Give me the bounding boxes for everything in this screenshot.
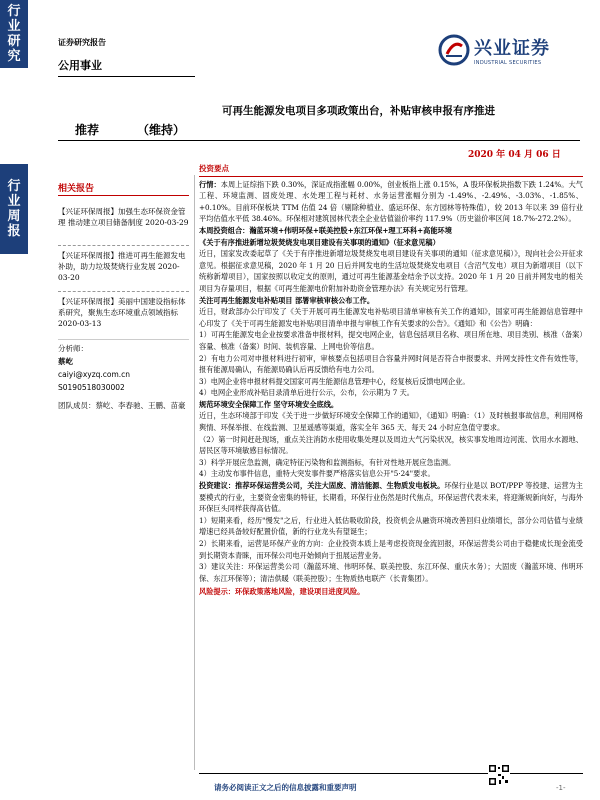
divider [58, 291, 189, 292]
analyst-email[interactable]: caiyi@xyzq.com.cn [58, 370, 131, 379]
advice-paragraph [199, 480, 583, 515]
rating [75, 121, 185, 138]
subsidy-item: 4）电网企业形成补贴目录清单后进行公示，公布，公示期为 7 天。 [199, 388, 414, 398]
band-char: 研 [7, 34, 21, 49]
paragraph-text: 环保行业是以 BOT/PPP 等投建、运营为主要模式的行业，主要资金密集的特征，长期看，环保行业伤然是时代焦点，环保运营代表未来，将迎渐规新向好，与海外环保巨头同样获得高估值。 [199, 481, 583, 514]
band-char: 业 [7, 194, 21, 209]
divider [58, 76, 195, 77]
related-report-link[interactable]: 【兴证环保周报】美丽中国建设指标体系研究，聚焦生态环境重点领域指标 2020-03-13 [58, 297, 186, 328]
summary-heading: 投资要点 [199, 164, 229, 173]
sidebar-band-top [0, 0, 28, 68]
risk-warning: 风险提示：环保政策落地风险，建设项目进度风险。 [199, 587, 365, 597]
analyst-name: 蔡屹 [58, 357, 73, 366]
subsidy-item: 3）电网企业将申报材料提交国家可再生能源信息管理中心，经复核后反馈电网企业。 [199, 376, 470, 386]
qr-code-icon [488, 764, 510, 786]
safety-heading: 规范环境安全保障工作 坚守环境安全底线。 [199, 399, 339, 409]
subsidy-heading: 关注可再生能源发电补贴项目 部署审核审核公布工作。 [199, 295, 375, 305]
safety-item: 3）科学开展应急监测，确定特征污染物和监测指标，有针对性地开展应急监测。 [199, 457, 456, 467]
paragraph-head: 投资建议：推荐环保运营类公司，关注大固废、清洁能源、生物质发电板块。 [199, 481, 445, 491]
report-title: 可再生能源发电项目多项政策出台，补贴审核申报有序推进 [222, 105, 495, 117]
report-date: 2020 年 04 月 06 日 [468, 150, 561, 160]
rating-keep: （维持） [137, 123, 186, 137]
paragraph-text: 本周上证综指下跌 0.30%，深证成指涨幅 0.00%，创业板指上涨 0.15%，A 股环保板块指数下跌 1.24%。大气工程、环境监测、固废处理、水处理工程与耗材、水务运营涨幅分别为 -1.49%、-2.49%、-3.03%、-1.85%、+0.10%。目前环保板块 TTM 估值 24 倍（剔除种植业、盛运环保、东方园林等特殊值），较 2013 年以来 39 倍行业平均估值水平低 38.46%。环保相对建筑园林代表全企业估值溢价率约 117.9%（历史溢价率区间 18.7%-272.2%）。 [199, 179, 583, 224]
analyst-cert: S0190518030002 [58, 383, 125, 392]
footer-disclaimer: 请务必阅读正文之后的信息披露和重要声明 [214, 783, 357, 792]
summary-body [199, 163, 583, 598]
band-char: 业 [7, 19, 21, 34]
rating-label: 推荐 [75, 123, 100, 137]
divider [194, 175, 195, 770]
band-char: 行 [7, 4, 21, 19]
doc-type-label: 证券研究报告 [58, 38, 106, 47]
analyst-block [58, 342, 190, 412]
advice-item: 1）短期来看，经历"慢发"之后，行业进入低估吸收阶段，投资机会从融资环境改善回归业绩增长，部分公司估值与业绩增速已经具备较好配置价值，新的行业龙头有望诞生； [199, 515, 583, 537]
safety-item: 4）主动发布事件信息，重特大突发事件要严格落实信息公开"5·24"要求。 [199, 469, 435, 479]
advice-item: 2）长期来看，运营是环保产业的方向：企业投资本质上是考虑投资现金流回报，环保运营类公司由于稳健成长现金流受到长期资本青睐，而环保公司电开始倾向于扭展运营业务。 [199, 539, 583, 560]
sidebar-band-mid [0, 164, 28, 254]
divider [58, 339, 189, 340]
divider [58, 140, 580, 141]
band-char: 究 [7, 49, 21, 64]
divider [199, 176, 583, 177]
divider [199, 773, 583, 774]
divider [58, 195, 189, 196]
related-reports-heading: 相关报告 [58, 184, 95, 194]
subsidy-paragraph: 近日，财政部办公厅印发了《关于开展可再生能源发电补贴项目清单审核有关工作的通知》，国家可再生能源信息管理中心印发了《关于可再生能源发电补贴项目清单申报与审核工作有关要求的公告》。《通知》和《公告》明确： [199, 307, 583, 328]
subsidy-item: 2）有电力公司对申报材料进行初审，审核要点包括项目合容量并网时间是否符合申报要求、并网支持性文件有效性等，报有能源局确认，有能源局确认后再反馈给有电力公司。 [199, 353, 583, 375]
policy-paragraph: 近日，国家发改委起草了《关于有序推进新增垃圾焚烧发电项目建设有关事项的通知（征求意见稿）》，现向社会公开征求意见。根据征求意见稿，2020 年 1 月 20 日后并网发电的生活垃圾焚烧发电项目（含沼气发电）项目为新增项目（以下统称新增项目），国家按照以收定支的原则，通过可再生能源基金结余予以支持。2020 年 1 月 20 日前并网发电的相关项目为存量项目，根据《可再生能源电价附加补助资金管理办法》有关规定另行管理。 [199, 249, 583, 293]
team-members: 团队成员：蔡屹、李春驰、王鹏、苗豪 [58, 401, 186, 410]
page-number: -1- [556, 784, 566, 792]
band-char: 报 [7, 224, 21, 239]
band-char: 行 [7, 179, 21, 194]
portfolio-heading: 本周投资组合：瀚蓝环境+伟明环保+联美控股+东江环保+理工环科+高能环境 [199, 225, 452, 235]
logo-icon [438, 34, 470, 66]
related-report-link[interactable]: 【兴证环保周报】加强生态环保资金管理 推动建立项目储备制度 2020-03-29 [58, 207, 189, 227]
paragraph-head: 行情： [199, 179, 221, 189]
divider [58, 245, 189, 246]
logo-en: INDUSTRIAL SECURITIES [474, 60, 542, 66]
policy-heading: 《关于有序推进新增垃圾焚烧发电项目建设有关事项的通知》（征求意见稿） [199, 237, 440, 247]
company-logo [438, 34, 550, 66]
advice-item: 3）建议关注：环保运营类公司（瀚蓝环境、伟明环保、联美控股、东江环保、重庆水务）；大固废（瀚蓝环境、伟明环保、东江环保等）；清洁供暖（联美控股）；生物质热电联产（长青集团）。 [199, 562, 583, 583]
band-char: 周 [7, 209, 21, 224]
market-paragraph [199, 179, 583, 225]
sector-label: 公用事业 [58, 59, 102, 72]
safety-item: （2）第一时间赶赴现场，重点关注消防水使用收集处理以及周边大气污染状况，核实事发地周边河流、饮用水水源地、居民区等环境敏感目标情况。 [199, 434, 583, 456]
logo-cn: 兴业证券 [474, 38, 550, 59]
analyst-label: 分析师： [58, 344, 88, 353]
safety-paragraph: 近日，生态环境部于印发《关于进一步做好环境安全保障工作的通知》，《通知》明确：（1）及时核报事故信息，利用网格舆情、环保举报、在线监测、卫星遥感等渠道，落实全年 365 天、每天 24 小时应急值守要求。 [199, 411, 583, 433]
related-report-link[interactable]: 【兴证环保周报】推进可再生能源发电补助，助力垃圾焚烧行业发展 2020-03-20 [58, 251, 186, 282]
subsidy-item: 1）可再生能源发电企业按要求准备申报材料，提交电网企业，信息包括项目名称、项目所在地、项目类别、核准（备案）容量、核准（备案）时间、装机容量、上网电价等信息。 [199, 330, 583, 351]
